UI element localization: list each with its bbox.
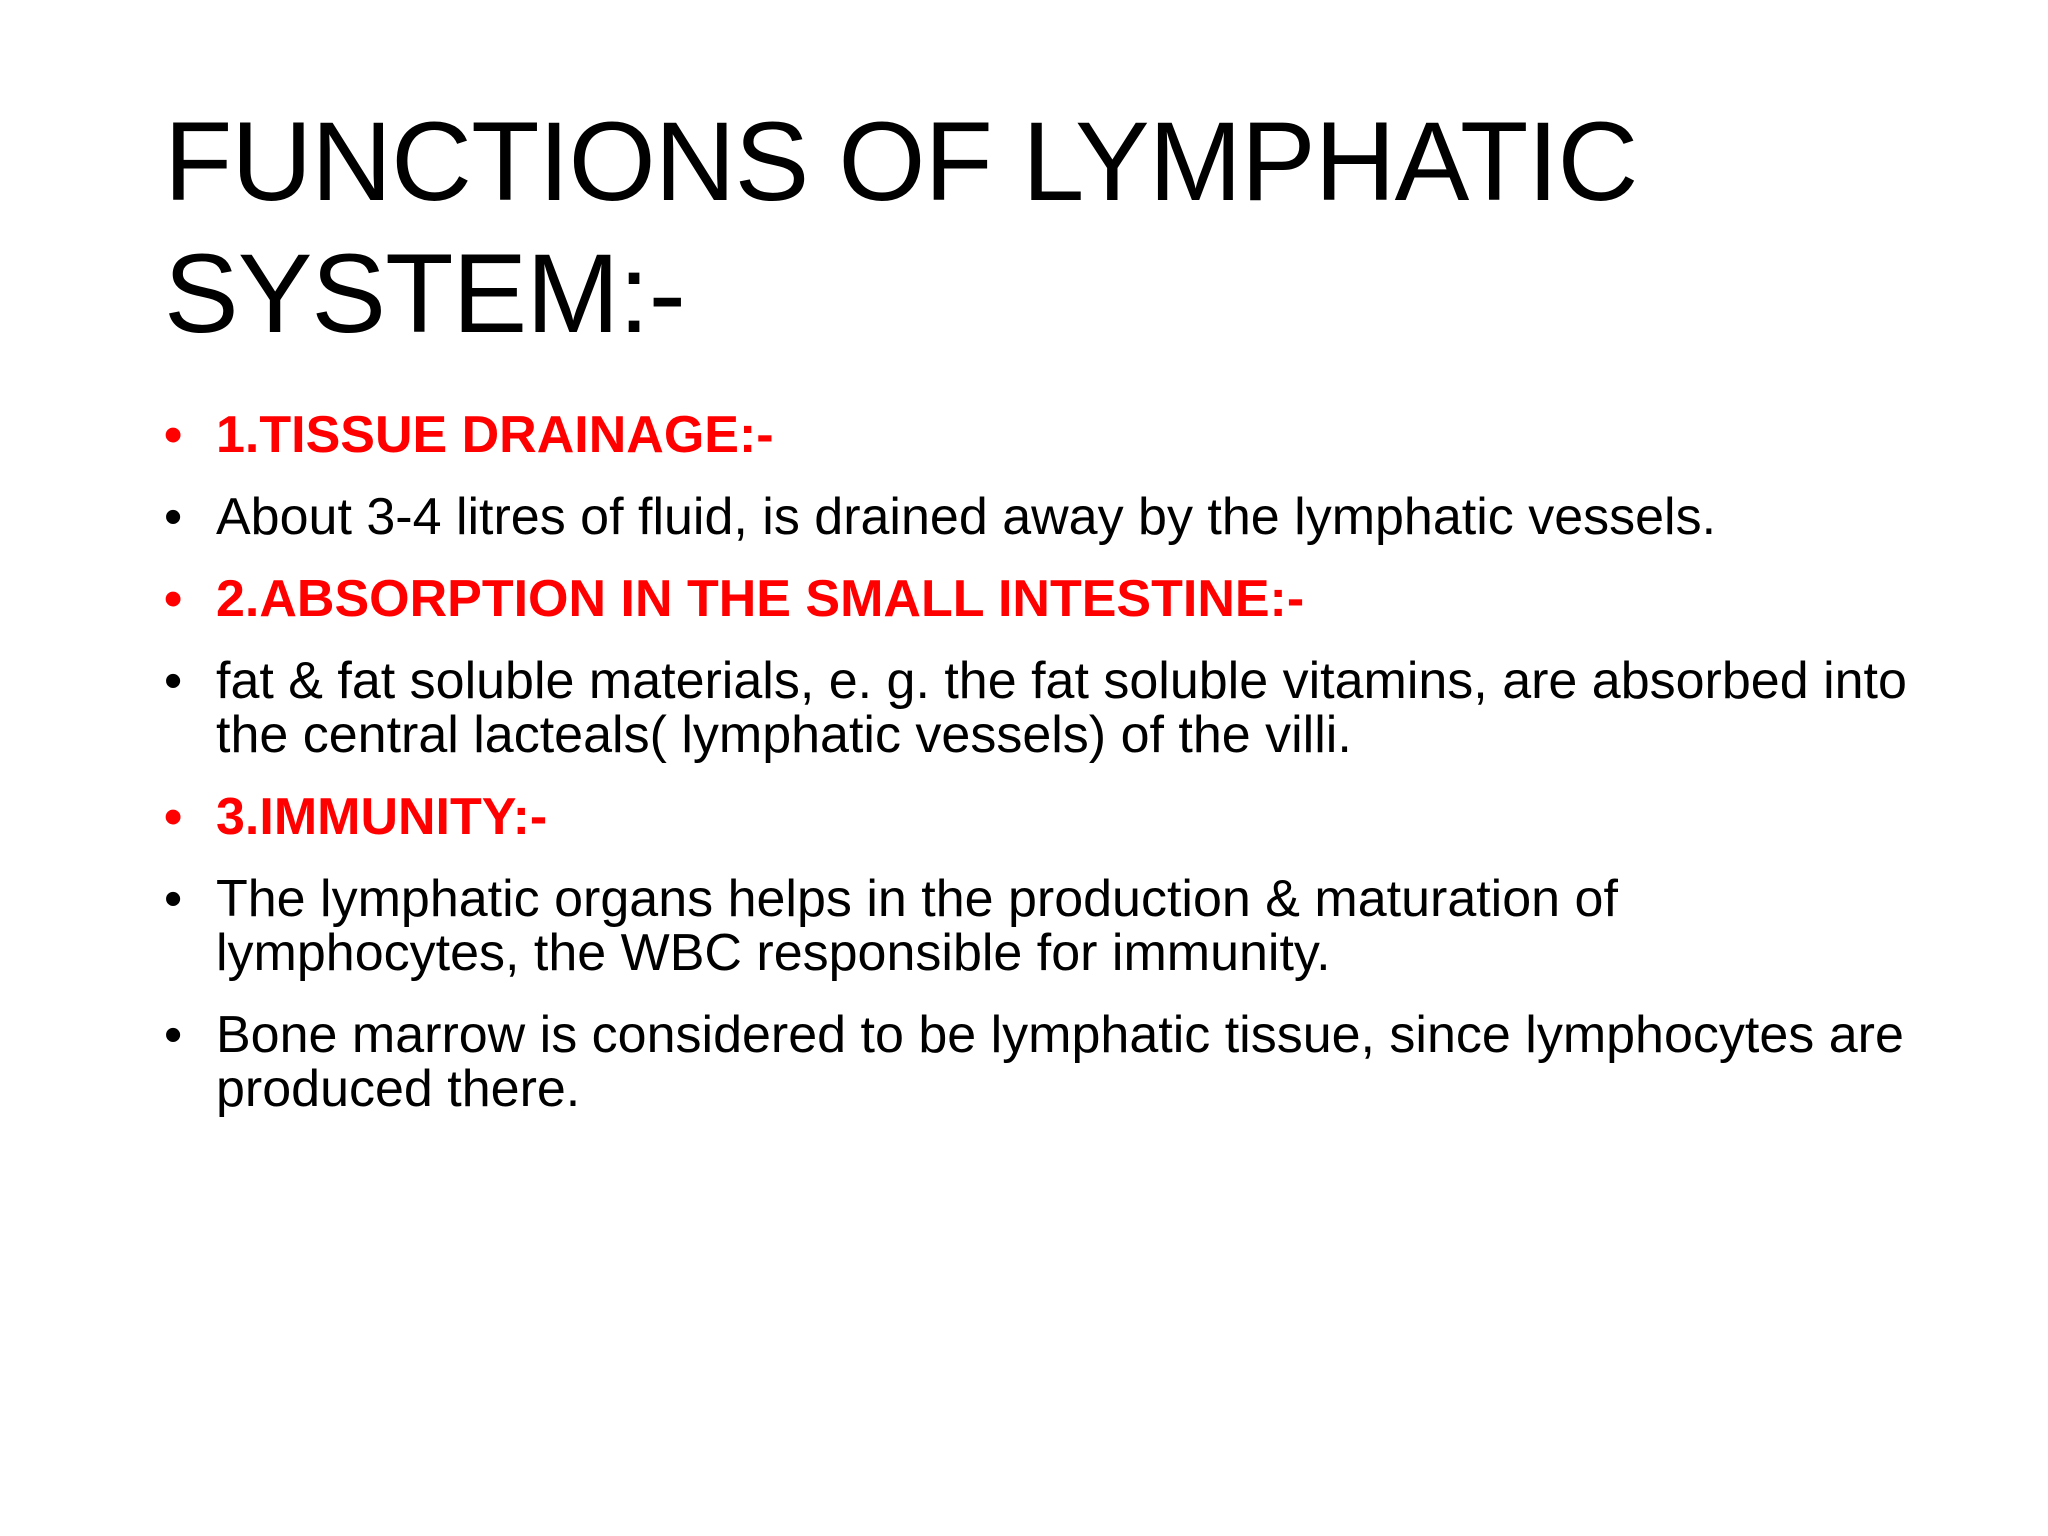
slide-title: FUNCTIONS OF LYMPHATIC SYSTEM:- <box>164 99 1638 356</box>
bullet-list <box>164 408 1924 1144</box>
bullet-dot-icon: • <box>164 406 183 464</box>
bullet-text: fat & fat soluble materials, e. g. the fat soluble vitamins, are absorbed into the central lacteals( lymphatic vessels) of the villi. <box>216 652 1907 764</box>
bullet-dot-icon: • <box>164 870 183 928</box>
bullet-dot-icon: • <box>164 652 183 710</box>
bullet-item <box>164 490 1924 544</box>
bullet-item <box>164 1008 1924 1116</box>
bullet-text: 1.TISSUE DRAINAGE:- <box>216 406 774 464</box>
bullet-text: The lymphatic organs helps in the production & maturation of lymphocytes, the WBC responsible for immunity. <box>216 870 1618 982</box>
bullet-dot-icon: • <box>164 1006 183 1064</box>
bullet-item <box>164 872 1924 980</box>
bullet-item <box>164 572 1924 626</box>
bullet-dot-icon: • <box>164 788 183 846</box>
bullet-item <box>164 408 1924 462</box>
bullet-text: 3.IMMUNITY:- <box>216 788 548 846</box>
bullet-text: 2.ABSORPTION IN THE SMALL INTESTINE:- <box>216 570 1305 628</box>
bullet-dot-icon: • <box>164 488 183 546</box>
bullet-text: About 3-4 litres of fluid, is drained away by the lymphatic vessels. <box>216 488 1717 546</box>
bullet-dot-icon: • <box>164 570 183 628</box>
bullet-text: Bone marrow is considered to be lymphatic tissue, since lymphocytes are produced there. <box>216 1006 1904 1118</box>
bullet-item <box>164 654 1924 762</box>
bullet-item <box>164 790 1924 844</box>
